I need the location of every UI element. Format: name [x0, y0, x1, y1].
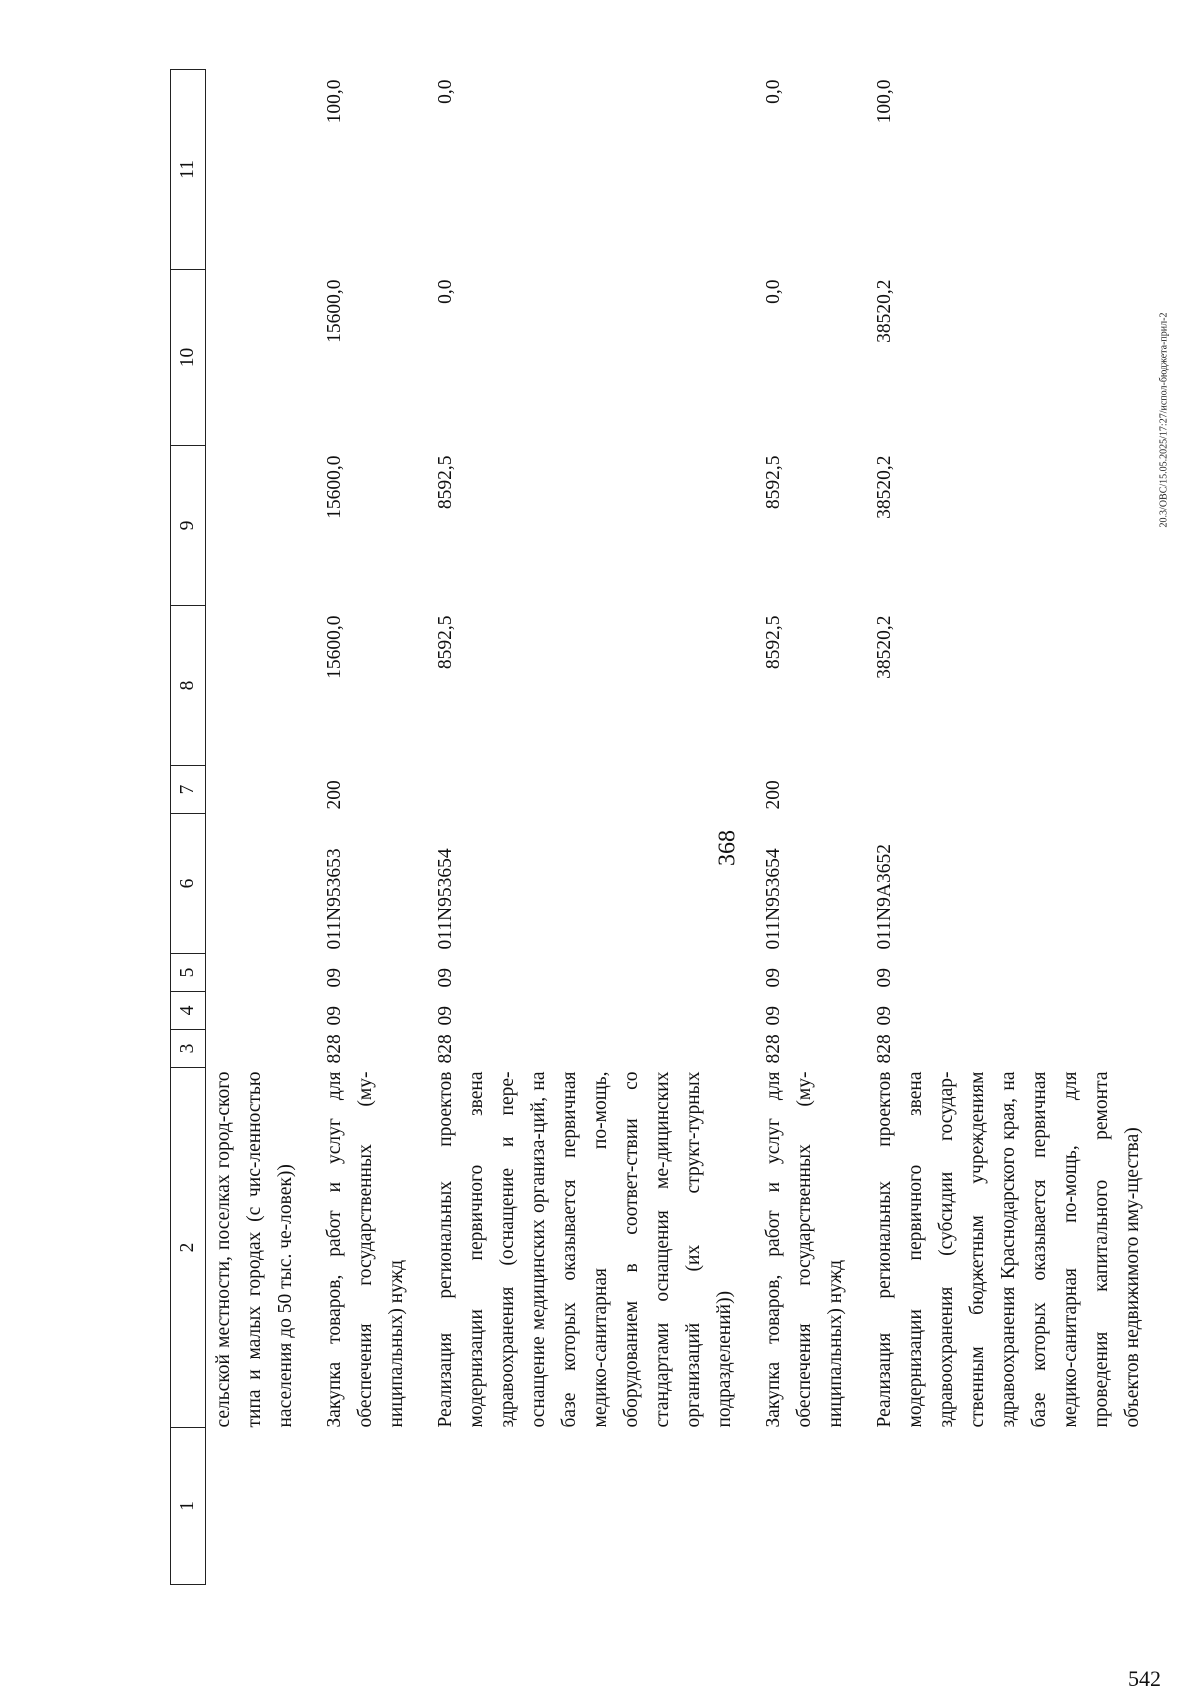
header-col-10: 10 [171, 270, 206, 446]
cell-c1 [309, 1428, 420, 1585]
page-number-top-text: 368 [714, 830, 741, 866]
cell-c11: 100,0 [324, 79, 345, 124]
budget-table-rotated [170, 70, 1200, 1585]
cell-c11 [206, 70, 310, 270]
cell-description: сельской местности, поселках город-ского типа и малых городах (с чис-ленностью населения до 50 тыс. че-ловек)) [213, 1071, 296, 1428]
cell-c4: 09 [874, 1006, 895, 1026]
cell-c4: 09 [435, 1006, 456, 1026]
cell-c5: 09 [324, 968, 345, 988]
cell-c8: 15600,0 [324, 615, 345, 679]
cell-c6: 011N953654 [435, 848, 456, 950]
cell-c9: 38520,2 [874, 455, 895, 519]
header-col-7: 7 [171, 766, 206, 814]
header-col-9: 9 [171, 446, 206, 606]
cell-c8: 38520,2 [874, 615, 895, 679]
cell-c4: 09 [324, 1006, 345, 1026]
cell-c3 [206, 1030, 310, 1068]
cell-c6 [206, 814, 310, 954]
cell-c9: 8592,5 [435, 455, 456, 510]
cell-c3: 828 [435, 1034, 456, 1064]
cell-c5: 09 [763, 968, 784, 988]
header-col-8: 8 [171, 606, 206, 766]
cell-c3: 828 [324, 1034, 345, 1064]
cell-c4: 09 [763, 1006, 784, 1026]
cell-c3: 828 [874, 1034, 895, 1064]
header-col-5: 5 [171, 954, 206, 992]
cell-c10: 38520,2 [874, 279, 895, 343]
cell-c10: 0,0 [435, 279, 456, 304]
table-row [206, 70, 310, 1585]
cell-c9 [206, 446, 310, 606]
cell-c3: 828 [763, 1034, 784, 1064]
cell-c11: 0,0 [763, 79, 784, 104]
table-row [859, 70, 1156, 1585]
cell-c11: 100,0 [874, 79, 895, 124]
budget-table [170, 69, 1156, 1585]
cell-c6: 011N9А3652 [874, 844, 895, 950]
cell-c1 [420, 1428, 748, 1585]
table-row [309, 70, 420, 1585]
header-col-3: 3 [171, 1030, 206, 1068]
table-row [420, 70, 748, 1585]
cell-c5: 09 [435, 968, 456, 988]
cell-c7: 200 [324, 780, 345, 810]
cell-c7 [206, 766, 310, 814]
cell-c9: 15600,0 [324, 455, 345, 519]
cell-description: Закупка товаров, работ и услуг для обеспечения государственных (му-ниципальных) нужд [763, 1071, 846, 1428]
cell-c6: 011N953653 [324, 848, 345, 950]
cell-c10: 15600,0 [324, 279, 345, 343]
cell-c1 [859, 1428, 1156, 1585]
header-col-6: 6 [171, 814, 206, 954]
cell-c7 [859, 766, 1156, 814]
header-col-2: 2 [171, 1068, 206, 1428]
cell-c8: 8592,5 [763, 615, 784, 670]
cell-description: Реализация региональных проектов модернизации первичного звена здравоохранения (оснащение и пере-оснащение медицинских организа-ций, на базе которых оказывается первичная медико-санитарная по-мощь, оборудованием в соответ-ствии со стандартами оснащения ме-дицинских организаций (их структ-турных подразделений)) [435, 1071, 735, 1428]
header-col-4: 4 [171, 992, 206, 1030]
cell-c9: 8592,5 [763, 455, 784, 510]
header-col-1: 1 [171, 1428, 206, 1585]
cell-description: Закупка товаров, работ и услуг для обеспечения государственных (му-ниципальных) нужд [324, 1071, 407, 1428]
cell-c1 [206, 1428, 310, 1585]
cell-c4 [206, 992, 310, 1030]
cell-c5 [206, 954, 310, 992]
header-col-11: 11 [171, 70, 206, 270]
cell-description: Реализация региональных проектов модернизации первичного звена здравоохранения (субсидии государ-ственным бюджетным учреждениям здравоохранения Краснодарского края, на базе которых оказывается первичная медико-санитарная по-мощь, для проведения капитального ремонта объектов недвижимого иму-щества) [874, 1071, 1143, 1428]
cell-c10 [206, 270, 310, 446]
page-number-bottom: 542 [1128, 1666, 1161, 1691]
cell-c10: 0,0 [763, 279, 784, 304]
cell-c8 [206, 606, 310, 766]
cell-c7 [420, 766, 748, 814]
cell-c7: 200 [763, 780, 784, 810]
cell-c6: 011N953654 [763, 848, 784, 950]
cell-c8: 8592,5 [435, 615, 456, 670]
cell-c5: 09 [874, 968, 895, 988]
file-code-text: 20.3/ОВС/15.05.2025/17:27/испол-бюджета-прил-2 [1158, 312, 1170, 528]
cell-c11: 0,0 [435, 79, 456, 104]
header-row [171, 70, 206, 1585]
table-row [748, 70, 859, 1585]
cell-c1 [748, 1428, 859, 1585]
